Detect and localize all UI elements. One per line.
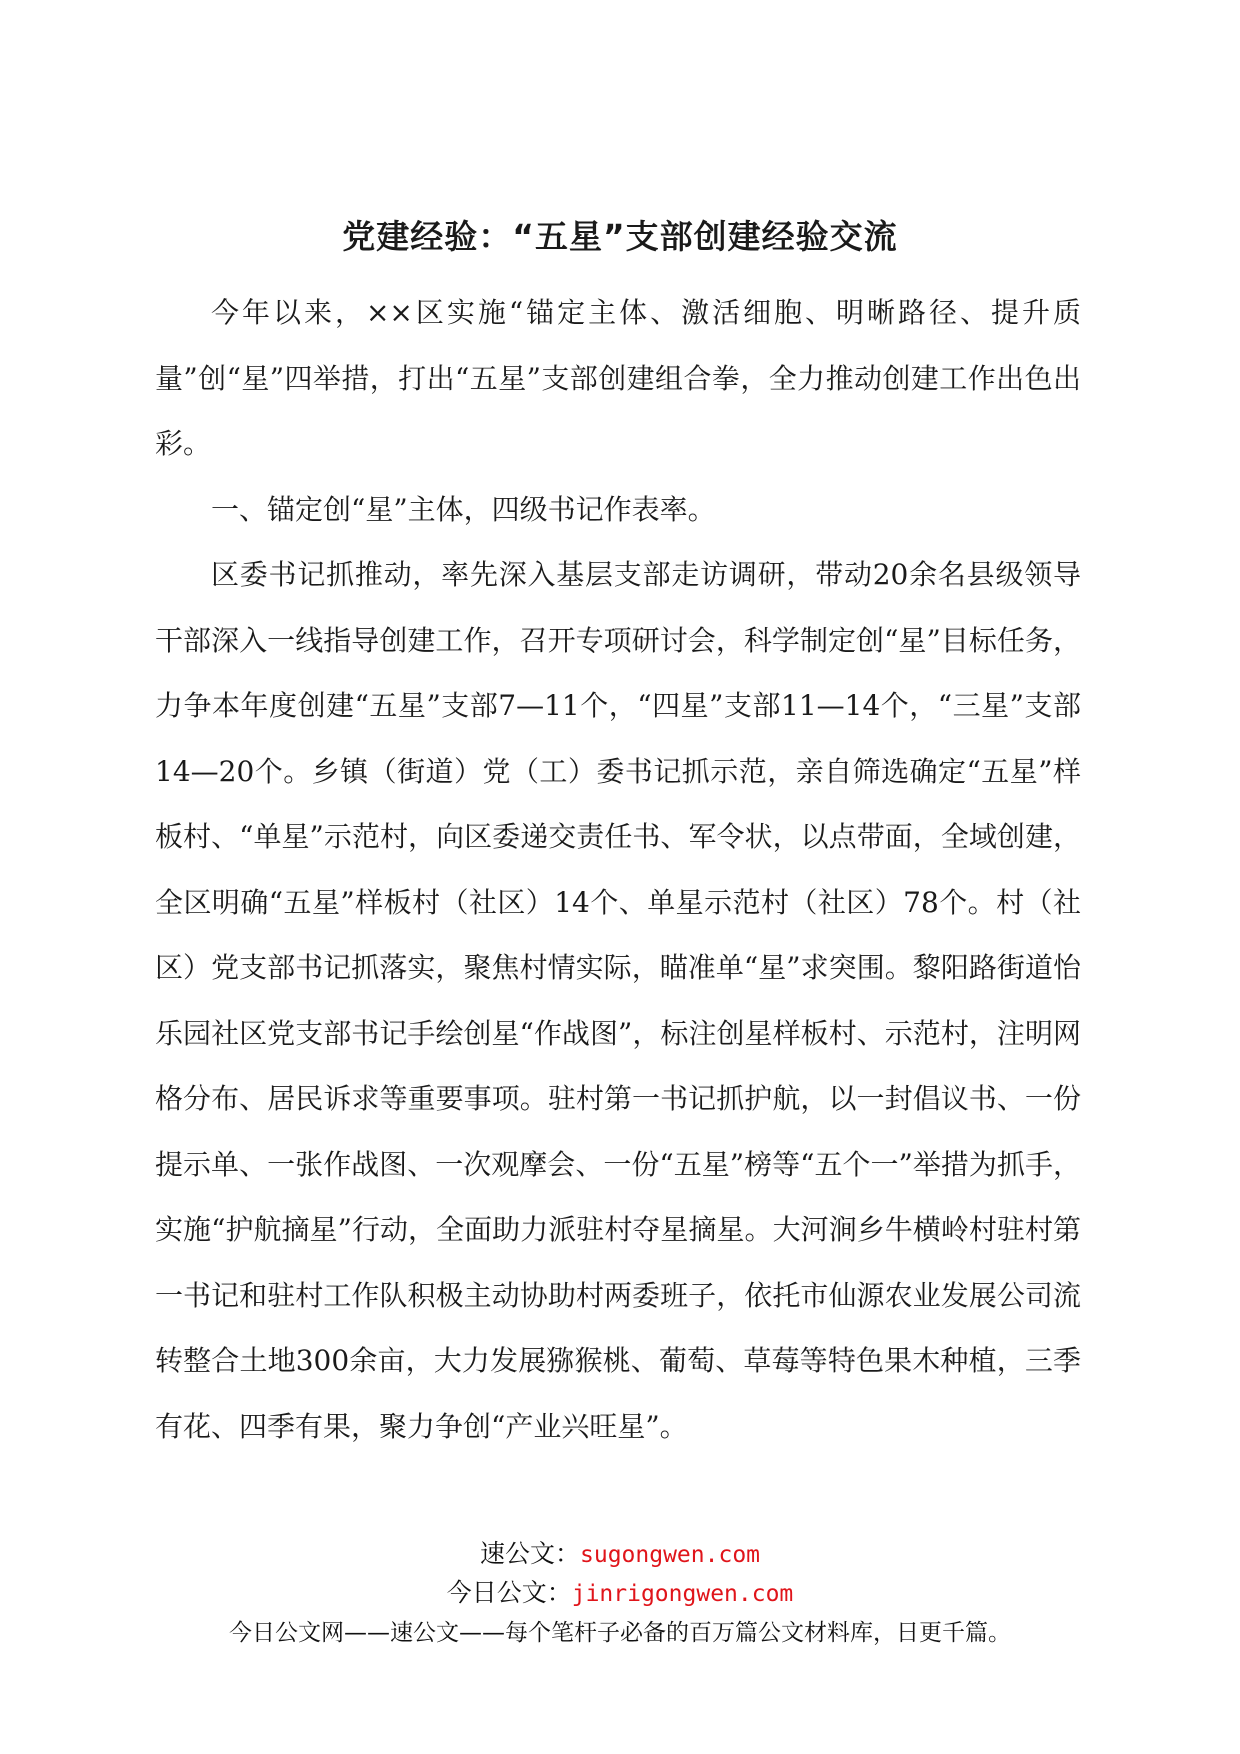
intro-paragraph: 今年以来，××区实施“锚定主体、激活细胞、明晰路径、提升质量”创“星”四举措，打出“五星”支部创建组合拳，全力推动创建工作出色出彩。 — [155, 296, 1081, 460]
sugongwen-link[interactable]: sugongwen.com — [580, 1542, 761, 1568]
jinrigongwen-link[interactable]: jinrigongwen.com — [571, 1581, 794, 1607]
watermark-footer — [0, 1535, 1240, 1653]
footer-slogan: 今日公文网——速公文——每个笔杆子必备的百万篇公文材料库，日更千篇。 — [229, 1620, 1011, 1646]
document-title: 党建经验：“五星”支部创建经验交流 — [342, 217, 898, 256]
body-paragraph: 区委书记抓推动，率先深入基层支部走访调研，带动20余名县级领导干部深入一线指导创建工作，召开专项研讨会，科学制定创“星”目标任务，力争本年度创建“五星”支部7—11个，“四星”支部11—14个，“三星”支部14—20个。乡镇（街道）党（工）委书记抓示范，亲自筛选确定“五星”样板村、“单星”示范村，向区委递交责任书、军令状，以点带面，全域创建，全区明确“五星”样板村（社区）14个、单星示范村（社区）78个。村（社区）党支部书记抓落实，聚焦村情实际，瞄准单“星”求突围。黎阳路街道怡乐园社区党支部书记手绘创星“作战图”，标注创星样板村、示范村，注明网格分布、居民诉求等重要事项。驻村第一书记抓护航，以一封倡议书、一份提示单、一张作战图、一次观摩会、一份“五星”榜等“五个一”举措为抓手，实施“护航摘星”行动，全面助力派驻村夺星摘星。大河涧乡牛横岭村驻村第一书记和驻村工作队积极主动协助村两委班子，依托市仙源农业发展公司流转整合土地300余亩，大力发展猕猴桃、葡萄、草莓等特色果木种植，三季有花、四季有果，聚力争创“产业兴旺星”。 — [155, 558, 1081, 1443]
footer-line-jinrigongwen — [0, 1574, 1240, 1613]
footer-label-jinrigongwen: 今日公文： — [446, 1578, 572, 1607]
document-body — [155, 280, 1081, 1459]
section-heading: 一、锚定创“星”主体，四级书记作表率。 — [211, 492, 716, 526]
footer-line-sugongwen — [0, 1535, 1240, 1574]
footer-label-sugongwen: 速公文： — [479, 1539, 580, 1568]
